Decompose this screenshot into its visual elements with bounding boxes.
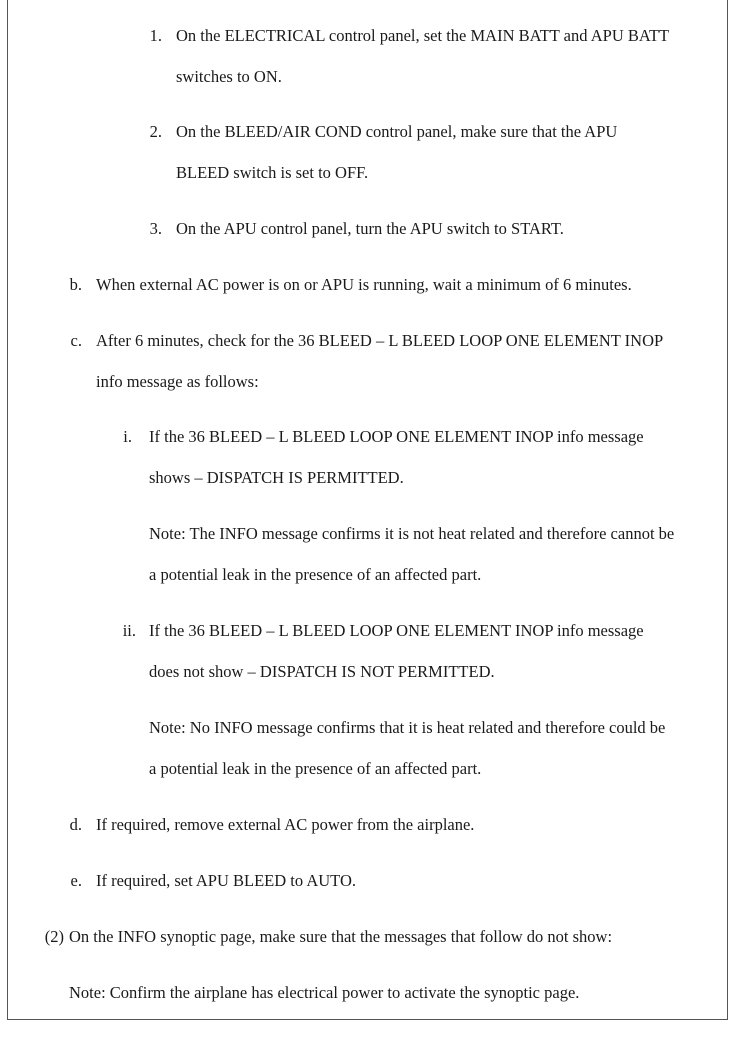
step-c-marker: c. xyxy=(70,331,82,350)
sub-i-marker: i. xyxy=(123,427,132,446)
step-2-line-1: On the BLEED/AIR COND control panel, make sure that the APU xyxy=(176,122,618,141)
sub-ii-note-line-2: a potential leak in the presence of an affected part. xyxy=(149,759,482,778)
sub-ii-note-line-1: Note: No INFO message confirms that it is heat related and therefore could be xyxy=(149,718,666,737)
step-c-line-2: info message as follows: xyxy=(96,372,259,391)
sub-ii-line-2: does not show – DISPATCH IS NOT PERMITTED. xyxy=(149,662,495,681)
step-2-line-2: BLEED switch is set to OFF. xyxy=(176,163,369,182)
step-2-marker: 2. xyxy=(149,122,162,141)
step-1-line-1: On the ELECTRICAL control panel, set the MAIN BATT and APU BATT xyxy=(176,26,670,45)
sub-ii-marker: ii. xyxy=(122,621,136,640)
step-1-marker: 1. xyxy=(149,26,162,45)
step-e-marker: e. xyxy=(70,871,82,890)
step-1-line-2: switches to ON. xyxy=(176,67,282,86)
step-e-line-1: If required, set APU BLEED to AUTO. xyxy=(96,871,356,890)
step-2-paren-note: Note: Confirm the airplane has electrical power to activate the synoptic page. xyxy=(69,983,580,1002)
step-b-line-1: When external AC power is on or APU is running, wait a minimum of 6 minutes. xyxy=(96,275,632,294)
sub-i-line-1: If the 36 BLEED – L BLEED LOOP ONE ELEMENT INOP info message xyxy=(149,427,644,446)
step-2-paren-marker: (2) xyxy=(44,927,64,946)
sub-i-note-line-1: Note: The INFO message confirms it is not heat related and therefore cannot be xyxy=(149,524,675,543)
sub-i-line-2: shows – DISPATCH IS PERMITTED. xyxy=(149,468,404,487)
step-3-marker: 3. xyxy=(149,219,162,238)
step-c-line-1: After 6 minutes, check for the 36 BLEED – L BLEED LOOP ONE ELEMENT INOP xyxy=(96,331,664,350)
step-d-line-1: If required, remove external AC power from the airplane. xyxy=(96,815,475,834)
sub-i-note-line-2: a potential leak in the presence of an affected part. xyxy=(149,565,482,584)
sub-ii-line-1: If the 36 BLEED – L BLEED LOOP ONE ELEMENT INOP info message xyxy=(149,621,644,640)
step-2-paren-line-1: On the INFO synoptic page, make sure that the messages that follow do not show: xyxy=(69,927,613,946)
step-3-line-1: On the APU control panel, turn the APU switch to START. xyxy=(176,219,564,238)
step-b-marker: b. xyxy=(69,275,82,294)
page-frame xyxy=(7,0,728,1020)
step-d-marker: d. xyxy=(69,815,82,834)
